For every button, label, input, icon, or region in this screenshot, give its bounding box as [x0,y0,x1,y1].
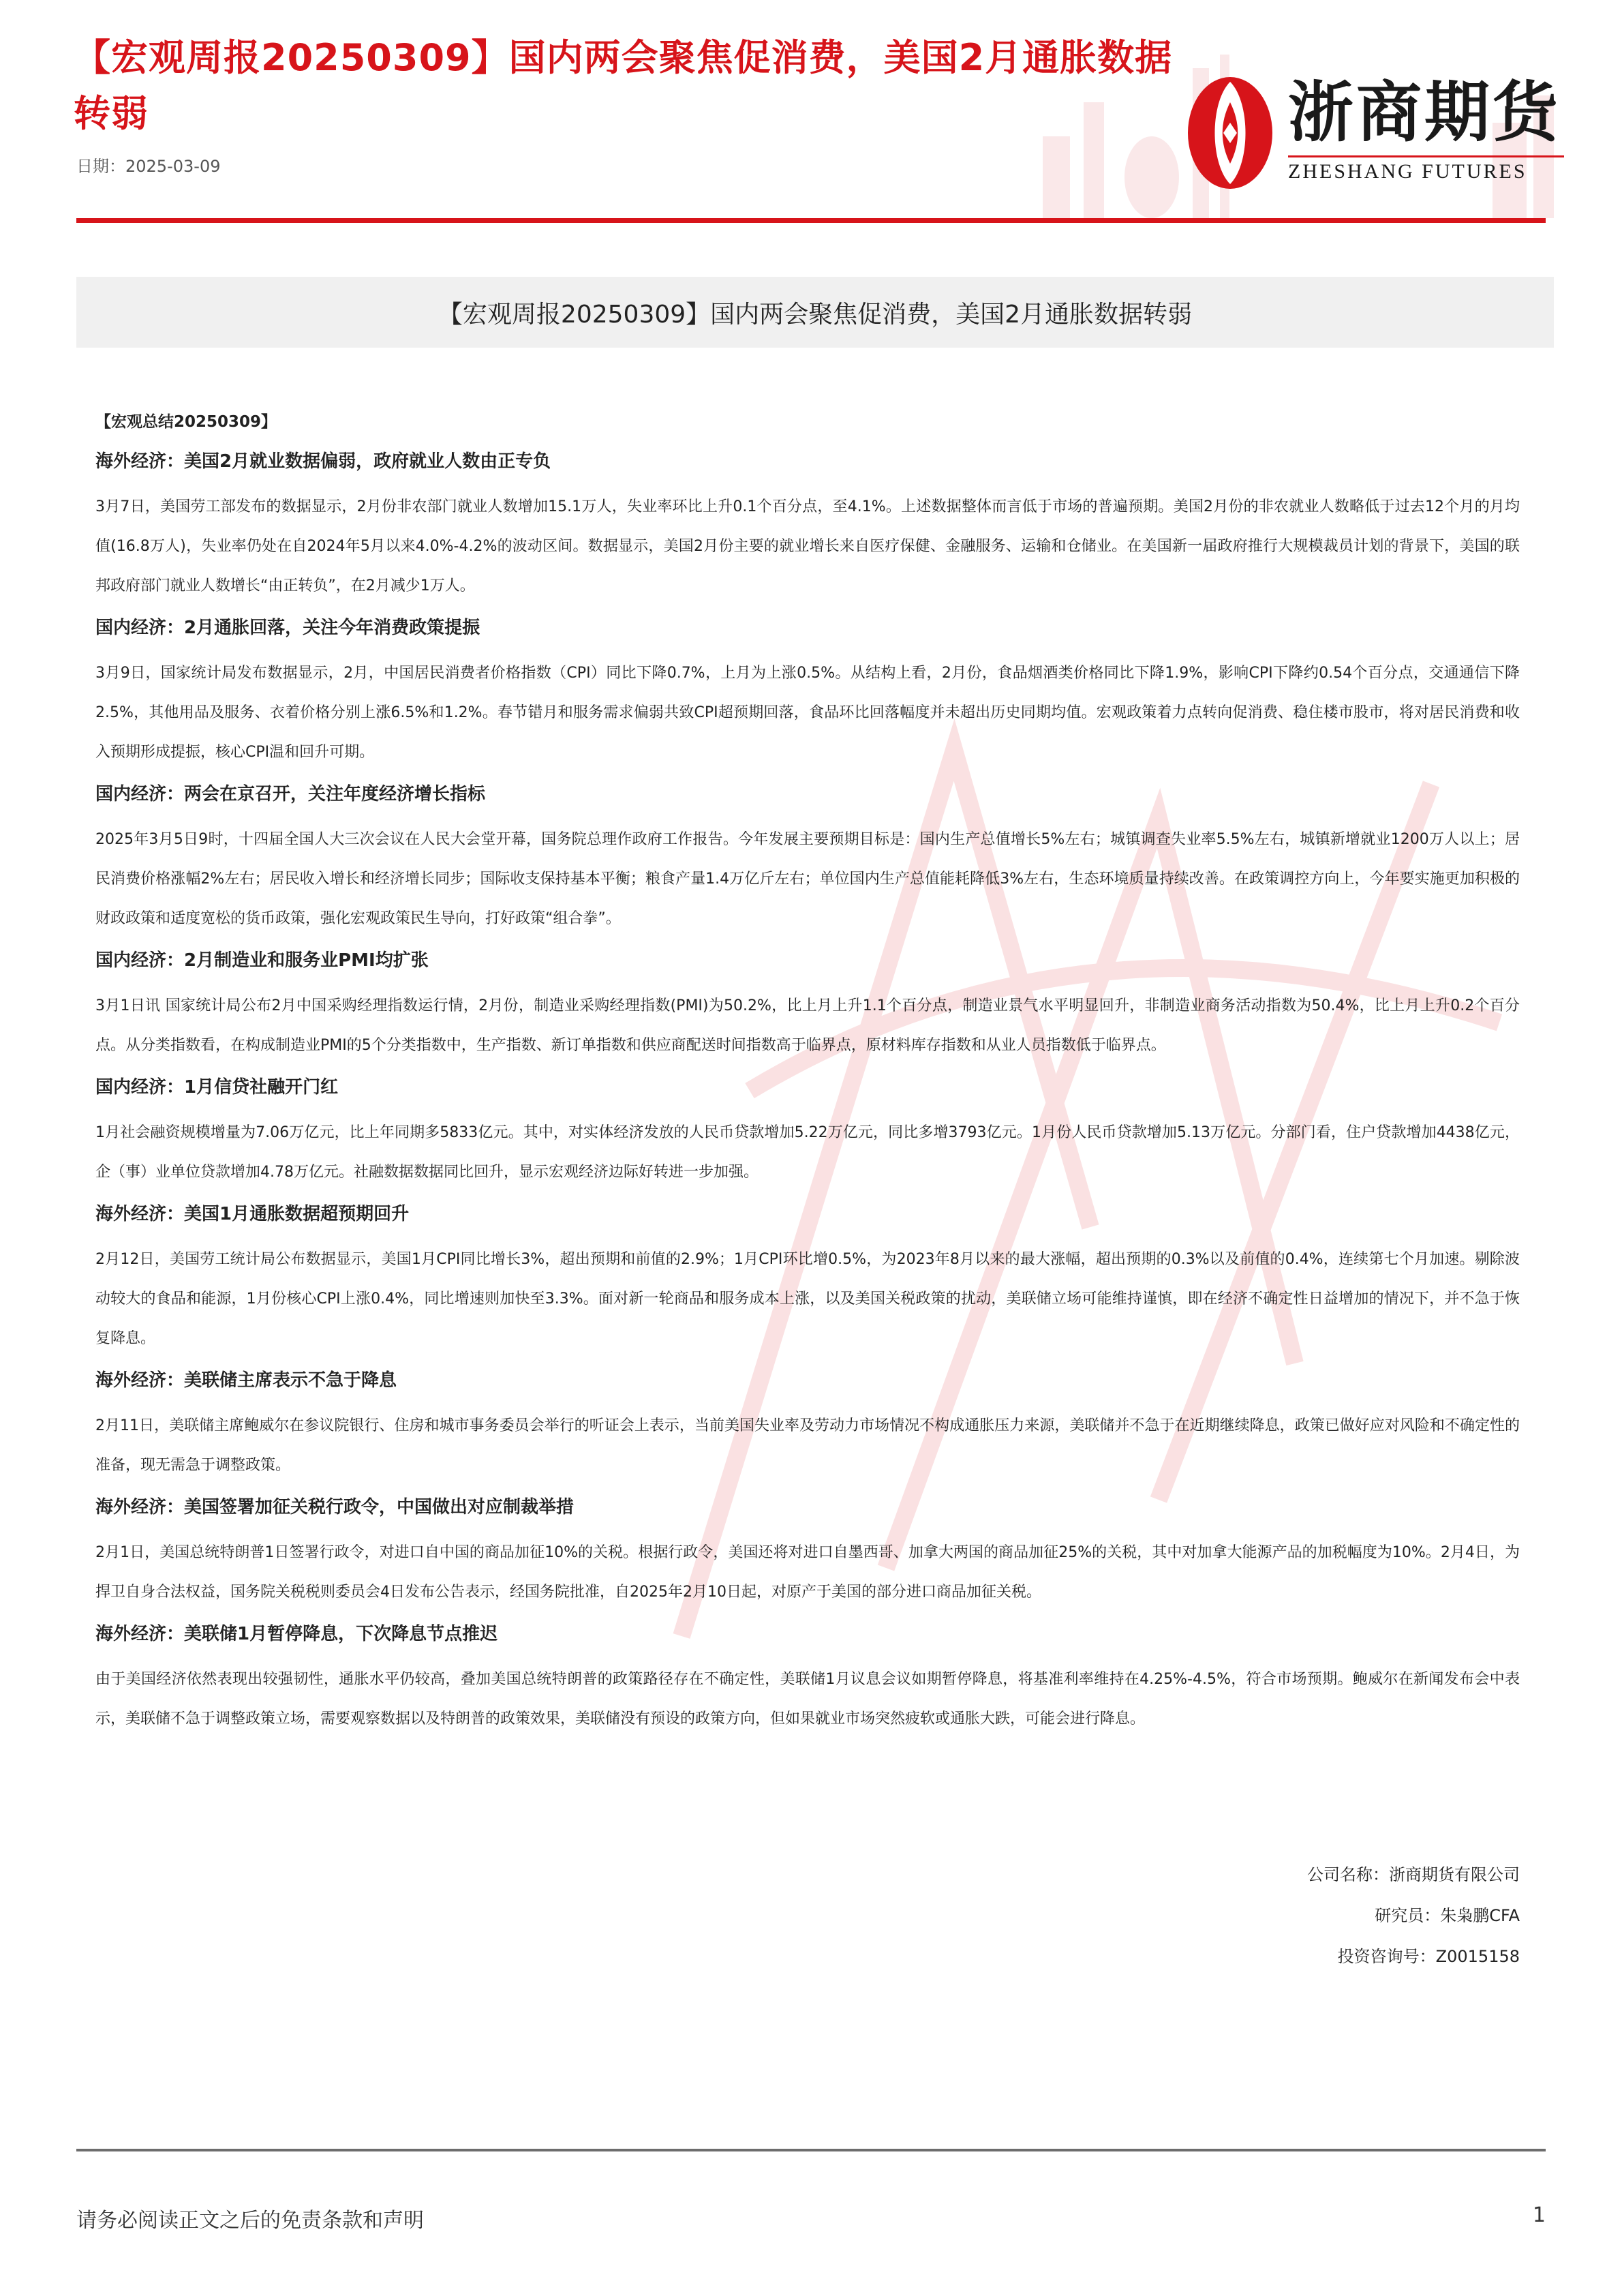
license-number: 投资咨询号：Z0015158 [1337,1947,1520,1966]
company-name: 公司名称：浙商期货有限公司 [1307,1865,1520,1884]
title-banner [76,277,1554,348]
section-heading: 国内经济：2月通胀回落，关注今年消费政策提振 [95,618,480,638]
section-china-pmi [95,948,1520,1066]
section-fed-pause [95,1622,1520,1739]
section-heading: 国内经济：2月制造业和服务业PMI均扩张 [95,950,429,971]
logo-name-en: ZHESHANG FUTURES [1288,160,1527,183]
company-logo [1186,41,1567,218]
report-content [95,409,1520,1749]
section-us-cpi [95,1202,1520,1359]
report-date [76,153,220,177]
section-heading: 海外经济：美联储主席表示不急于降息 [95,1370,397,1391]
section-body: 2月1日，美国总统特朗普1日签署行政令，对进口自中国的商品加征10%的关税。根据行政令，美国还将对进口自墨西哥、加拿大两国的商品加征25%的关税，其中对加拿大能源产品的加税幅度为10%。2月4日，为捍卫自身合法权益，国务院关税税则委员会4日发布公告表示，经国务院批准，自2025年2月10日起，对原产于美国的部分进口商品加征关税。 [95,1544,1520,1601]
section-heading: 国内经济：1月信贷社融开门红 [95,1077,339,1098]
section-tariffs [95,1495,1520,1612]
section-heading: 海外经济：美国1月通胀数据超预期回升 [95,1204,410,1224]
report-signature [1307,1854,1520,1977]
section-fed-chair [95,1368,1520,1485]
section-body: 3月9日，国家统计局发布数据显示，2月，中国居民消费者价格指数（CPI）同比下降0.7%，上月为上涨0.5%。从结构上看，2月份，食品烟酒类价格同比下降1.9%，影响CPI下降约0.54个百分点，交通通信下降2.5%，其他用品及服务、衣着价格分别上涨6.5%和1.2%。春节错月和服务需求偏弱共致CPI超预期回落，食品环比回落幅度并未超出历史同期均值。宏观政策着力点转向促消费、稳住楼市股市，将对居民消费和收入预期形成提振，核心CPI温和回升可期。 [95,665,1520,761]
section-heading: 国内经济：两会在京召开，关注年度经济增长指标 [95,784,486,804]
banner-title: 【宏观周报20250309】国内两会聚焦促消费，美国2月通胀数据转弱 [438,300,1193,329]
section-us-jobs [95,449,1520,606]
section-body: 3月1日讯 国家统计局公布2月中国采购经理指数运行情，2月份，制造业采购经理指数(PMI)为50.2%，比上月上升1.1个百分点，制造业景气水平明显回升，非制造业商务活动指数为50.4%，比上月上升0.2个百分点。从分类指数看，在构成制造业PMI的5个分类指数中，生产指数、新订单指数和供应商配送时间指数高于临界点，原材料库存指数和从业人员指数低于临界点。 [95,997,1520,1054]
header-divider [76,218,1546,223]
date-label: 日期： [76,157,125,176]
section-body: 2025年3月5日9时，十四届全国人大三次会议在人民大会堂开幕，国务院总理作政府工作报告。今年发展主要预期目标是：国内生产总值增长5%左右；城镇调查失业率5.5%左右，城镇新增就业1200万人以上；居民消费价格涨幅2%左右；居民收入增长和经济增长同步；国际收支保持基本平衡；粮食产量1.4万亿斤左右；单位国内生产总值能耗降低3%左右，生态环境质量持续改善。在政策调控方向上，今年要实施更加积极的财政政策和适度宽松的货币政策，强化宏观政策民生导向，打好政策“组合拳”。 [95,831,1520,927]
section-body: 由于美国经济依然表现出较强韧性，通胀水平仍较高，叠加美国总统特朗普的政策路径存在不确定性，美联储1月议息会议如期暂停降息，将基准利率维持在4.25%-4.5%，符合市场预期。鲍威尔在新闻发布会中表示，美联储不急于调整政策立场，需要观察数据以及特朗普的政策效果，美联储没有预设的政策方向，但如果就业市场突然疲软或通胀大跌，可能会进行降息。 [95,1671,1520,1727]
logo-divider [1288,155,1564,157]
page-number: 1 [1532,2203,1546,2227]
zheshang-logo-icon [1186,75,1274,191]
footer-divider [76,2149,1546,2151]
logo-name-cn: 浙商期货 [1288,74,1561,151]
date-value: 2025-03-09 [125,157,221,176]
researcher-name: 研究员：朱枭鹏CFA [1375,1906,1520,1925]
report-title: 【宏观周报20250309】国内两会聚焦促消费，美国2月通胀数据转弱 [74,36,1173,135]
section-body: 2月11日，美联储主席鲍威尔在参议院银行、住房和城市事务委员会举行的听证会上表示，当前美国失业率及劳动力市场情况不构成通胀压力来源，美联储并不急于在近期继续降息，政策已做好应对风险和不确定性的准备，现无需急于调整政策。 [95,1417,1520,1474]
summary-title: 【宏观总结20250309】 [95,413,277,431]
section-heading: 海外经济：美国2月就业数据偏弱，政府就业人数由正专负 [95,451,551,472]
section-body: 2月12日，美国劳工统计局公布数据显示，美国1月CPI同比增长3%，超出预期和前值的2.9%；1月CPI环比增0.5%，为2023年8月以来的最大涨幅，超出预期的0.3%以及前值的0.4%，连续第七个月加速。剔除波动较大的食品和能源，1月份核心CPI上涨0.4%，同比增速则加快至3.3%。面对新一轮商品和服务成本上涨，以及美国关税政策的扰动，美联储立场可能维持谨慎，即在经济不确定性日益增加的情况下，并不急于恢复降息。 [95,1251,1520,1347]
section-body: 3月7日，美国劳工部发布的数据显示，2月份非农部门就业人数增加15.1万人，失业率环比上升0.1个百分点，至4.1%。上述数据整体而言低于市场的普遍预期。美国2月份的非农就业人数略低于过去12个月的月均值(16.8万人)，失业率仍处在自2024年5月以来4.0%-4.2%的波动区间。数据显示，美国2月份主要的就业增长来自医疗保健、金融服务、运输和仓储业。在美国新一届政府推行大规模裁员计划的背景下，美国的联邦政府部门就业人数增长“由正转负”，在2月减少1万人。 [95,498,1520,594]
section-heading: 海外经济：美联储1月暂停降息，下次降息节点推迟 [95,1624,498,1644]
section-heading: 海外经济：美国签署加征关税行政令，中国做出对应制裁举措 [95,1497,575,1517]
section-china-credit [95,1075,1520,1192]
section-china-cpi [95,616,1520,772]
section-two-sessions [95,782,1520,939]
section-body: 1月社会融资规模增量为7.06万亿元，比上年同期多5833亿元。其中，对实体经济发放的人民币贷款增加5.22万亿元，同比多增3793亿元。1月份人民币贷款增加5.13万亿元。分部门看，住户贷款增加4438亿元，企（事）业单位贷款增加4.78万亿元。社融数据数据同比回升，显示宏观经济边际好转进一步加强。 [95,1124,1520,1181]
disclaimer-note: 请务必阅读正文之后的免责条款和声明 [76,2209,424,2233]
